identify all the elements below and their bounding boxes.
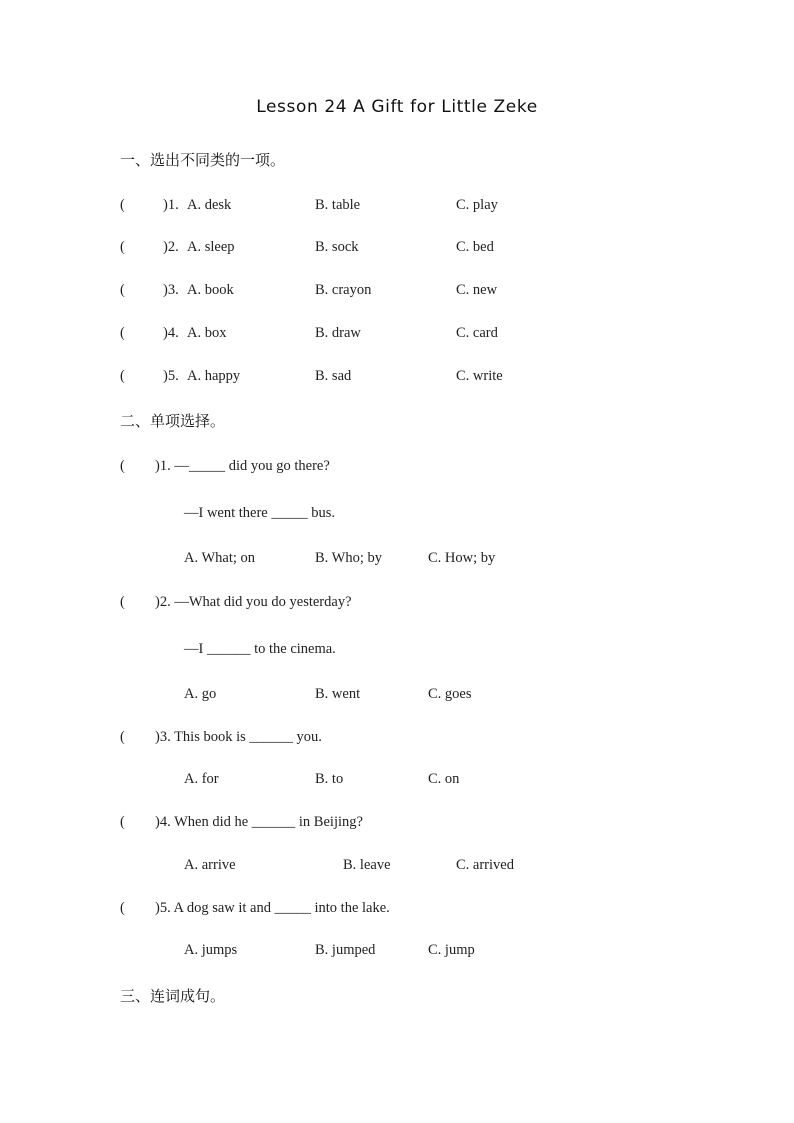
option-c: C. jump (428, 942, 475, 958)
question-text: )2. —What did you do yesterday? (155, 594, 352, 610)
option-c: C. How; by (428, 550, 496, 566)
option-a: A. arrive (184, 857, 236, 873)
section-1-heading: 一、选出不同类的一项。 (120, 151, 286, 169)
question-text: )1. —_____ did you go there? (155, 458, 330, 474)
answer-bracket: ( (120, 594, 125, 610)
answer-bracket: ( (120, 458, 125, 474)
question-number: )4. (163, 325, 179, 341)
option-b: B. went (315, 686, 361, 702)
option-b: B. sock (315, 239, 359, 255)
section-3-heading: 三、连词成句。 (120, 987, 226, 1005)
section-2-heading: 二、单项选择。 (120, 412, 226, 430)
option-b: B. sad (315, 368, 352, 384)
option-a: A. happy (187, 368, 241, 384)
question-number: )1. (163, 197, 179, 213)
option-a: A. desk (187, 197, 232, 213)
answer-bracket: ( (120, 325, 125, 341)
question-number: )2. (163, 239, 179, 255)
option-c: C. arrived (456, 857, 514, 873)
option-b: B. table (315, 197, 361, 213)
option-a: A. for (184, 771, 219, 787)
answer-bracket: ( (120, 900, 125, 916)
answer-bracket: ( (120, 282, 125, 298)
answer-bracket: ( (120, 368, 125, 384)
option-c: C. play (456, 197, 498, 213)
option-b: B. jumped (315, 942, 376, 958)
s2-question-2-line2: —I ______ to the cinema. (184, 641, 336, 657)
option-c: C. card (456, 325, 498, 341)
page-title: Lesson 24 A Gift for Little Zeke (256, 97, 538, 117)
question-text: )4. When did he ______ in Beijing? (155, 814, 363, 830)
question-text: )5. A dog saw it and _____ into the lake. (155, 900, 390, 916)
option-b: B. leave (343, 857, 391, 873)
s2-question-1-line2: —I went there _____ bus. (184, 505, 336, 521)
question-number: )3. (163, 282, 179, 298)
option-a: A. book (187, 282, 234, 298)
option-a: A. go (184, 686, 217, 702)
answer-bracket: ( (120, 814, 125, 830)
option-c: C. bed (456, 239, 494, 255)
option-a: A. box (187, 325, 227, 341)
option-b: B. to (315, 771, 344, 787)
option-c: C. on (428, 771, 460, 787)
option-b: B. draw (315, 325, 361, 341)
option-a: A. sleep (187, 239, 235, 255)
option-c: C. new (456, 282, 498, 298)
question-text: )3. This book is ______ you. (155, 729, 322, 745)
option-b: B. Who; by (315, 550, 382, 566)
question-number: )5. (163, 368, 179, 384)
option-a: A. What; on (184, 550, 256, 566)
option-c: C. write (456, 368, 503, 384)
option-b: B. crayon (315, 282, 372, 298)
answer-bracket: ( (120, 239, 125, 255)
option-a: A. jumps (184, 942, 238, 958)
option-c: C. goes (428, 686, 472, 702)
answer-bracket: ( (120, 729, 125, 745)
answer-bracket: ( (120, 197, 125, 213)
